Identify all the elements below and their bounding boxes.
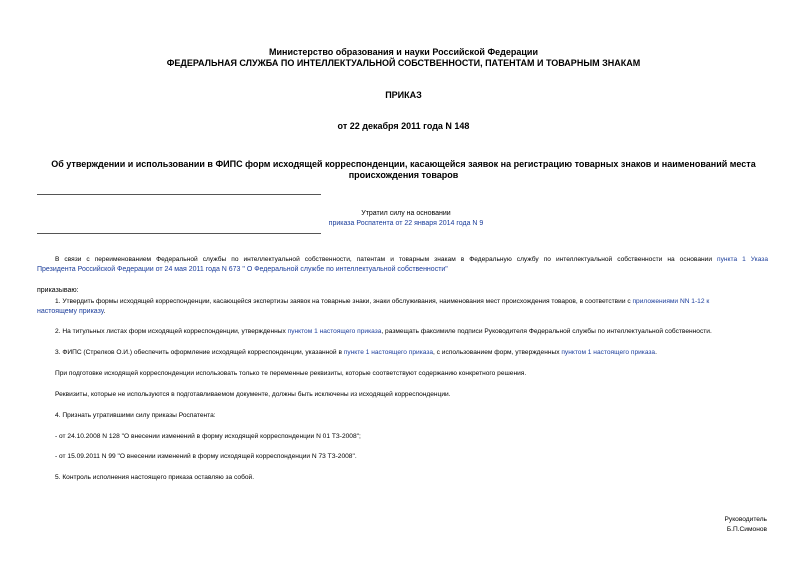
item-3 — [55, 348, 768, 358]
ministry-name: Министерство образования и науки Российской Федерации — [269, 47, 538, 57]
status-note-line1: Утратил силу на основании — [361, 210, 451, 217]
appendix-link-part2[interactable]: настоящему приказу — [37, 308, 104, 315]
order-word: приказываю: — [37, 287, 79, 294]
status-note — [250, 219, 562, 229]
document-title-line2: происхождения товаров — [348, 170, 459, 180]
item-3-mid: , с использованием форм, утвержденных — [433, 349, 562, 356]
service-name: ФЕДЕРАЛЬНАЯ СЛУЖБА ПО ИНТЕЛЛЕКТУАЛЬНОЙ СОБСТВЕННОСТИ, ПАТЕНТАМ И ТОВАРНЫМ ЗНАКАМ — [166, 58, 641, 68]
repeal-order-link[interactable]: приказа Роспатента от 22 января 2014 года N 9 — [328, 220, 484, 227]
separator-bottom — [37, 233, 321, 234]
item-1-end: . — [103, 308, 106, 315]
repealed-order-1: - от 24.10.2008 N 128 "О внесении изменений в форму исходящей корреспонденции N 01 ТЗ-2008"; — [55, 433, 361, 440]
item-2-end: , размещать факсимиле подписи Руководителя Федеральной службы по интеллектуальной собственности. — [381, 328, 712, 335]
item-1-text: 1. Утвердить формы исходящей корреспонденции, касающейся экспертизы заявок на товарные знаки, знаки обслуживания, наименования мест происхождения товаров, в соответствии с — [55, 298, 633, 305]
decree-link-part2[interactable]: Президента Российской Федерации от 24 мая 2011 года N 673 " О Федеральной службе по интеллектуальной собственности" — [37, 266, 448, 273]
decree-link-part1[interactable]: пункта 1 Указа — [717, 256, 768, 263]
document-type: ПРИКАЗ — [385, 90, 422, 100]
document-title-line1: Об утверждении и использовании в ФИПС форм исходящей корреспонденции, касающейся заявок на регистрацию товарных знаков и наименований места — [51, 159, 756, 169]
item-3-clause-link-2[interactable]: пунктом 1 настоящего приказа — [561, 349, 656, 356]
signature-role: Руководитель — [724, 516, 767, 523]
preamble-line1 — [55, 255, 768, 265]
item-1-line2 — [37, 307, 106, 317]
item-3-clause-link-1[interactable]: пункте 1 настоящего приказа — [343, 349, 434, 356]
preamble-line2 — [37, 265, 768, 275]
document-date-number: от 22 декабря 2011 года N 148 — [337, 121, 470, 131]
item-4: 4. Признать утратившими силу приказы Роспатента: — [55, 412, 216, 419]
paragraph-variable-details: При подготовке исходящей корреспонденции использовать только те переменные реквизиты, которые соответствуют содержанию конкретного решения. — [55, 370, 527, 377]
repealed-order-2: - от 15.09.2011 N 99 "О внесении изменений в форму исходящей корреспонденции N 73 ТЗ-2008". — [55, 453, 357, 460]
item-3-text: 3. ФИПС (Стрелков О.И.) обеспечить оформление исходящей корреспонденции, указанной в — [55, 349, 344, 356]
item-1-line1 — [55, 297, 768, 307]
paragraph-unused-details: Реквизиты, которые не используются в подготавливаемом документе, должны быть исключены из исходящей корреспонденции. — [55, 391, 451, 398]
preamble-text: В связи с переименованием Федеральной службы по интеллектуальной собственности, патентам и товарным знакам в Федеральную службу по интеллектуальной собственности на основании — [55, 256, 718, 263]
separator-top — [37, 194, 321, 195]
signature-name: Б.П.Симонов — [726, 526, 767, 533]
item-3-end: . — [655, 349, 657, 356]
item-2-text: 2. На титульных листах форм исходящей корреспонденции, утвержденных — [55, 328, 288, 335]
item-2 — [55, 327, 768, 337]
item-5: 5. Контроль исполнения настоящего приказа оставляю за собой. — [55, 474, 255, 481]
appendix-link-part1[interactable]: приложениями NN 1-12 к — [632, 298, 710, 305]
item-2-clause-link[interactable]: пунктом 1 настоящего приказа — [287, 328, 382, 335]
